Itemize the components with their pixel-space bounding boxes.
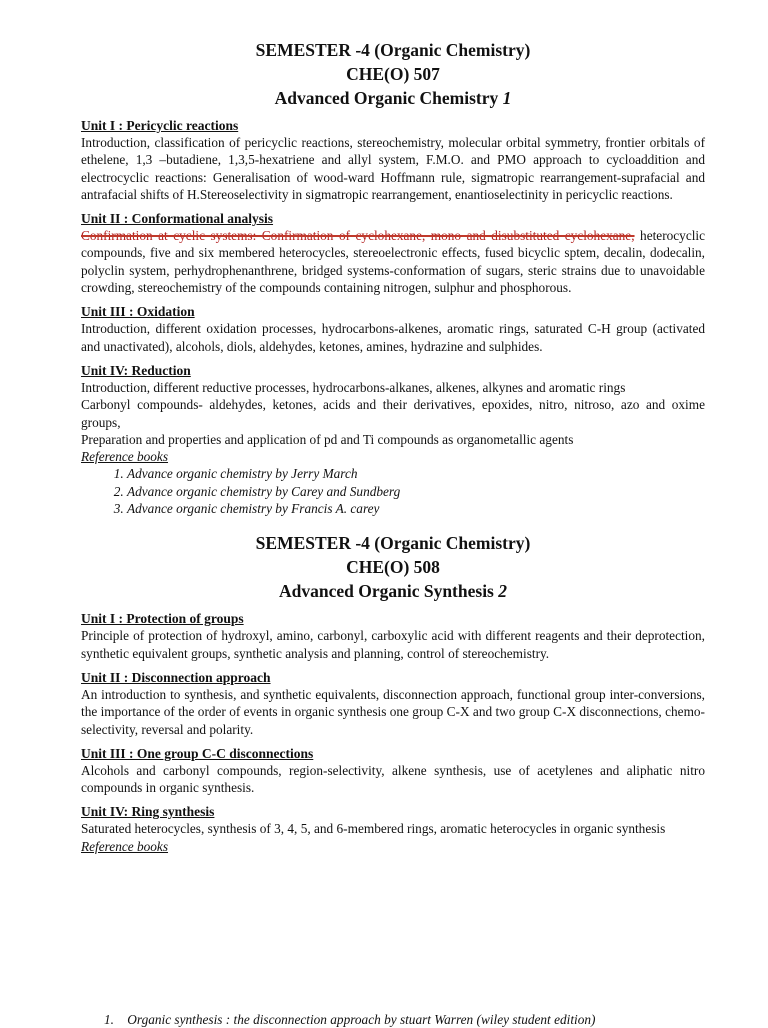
unit-block: [81, 803, 705, 855]
section-spacer: [81, 517, 705, 531]
struck-text: Confirmation at cyclic systems: Confirmation of cyclohexane, mono and disubstituted cyclohexane,: [81, 228, 635, 244]
course-header: [81, 531, 705, 603]
reference-books-label: Reference books: [81, 449, 169, 465]
semester-heading: SEMESTER -4 (Organic Chemistry): [255, 40, 531, 60]
syllabus-page: [81, 38, 705, 855]
unit-title: Unit II : Conformational analysis: [81, 211, 274, 227]
unit-block: [81, 210, 705, 296]
course-header: [81, 38, 705, 110]
course-title: [81, 579, 705, 603]
course-title-number: 1: [502, 88, 512, 108]
unit-title: Unit I : Pericyclic reactions: [81, 118, 239, 133]
unit-title: Unit III : One group C-C disconnections: [81, 745, 314, 761]
unit-block: [81, 610, 705, 662]
reference-item: 2. Advance organic chemistry by Carey and Sundberg: [127, 483, 705, 500]
course-title-text: Advanced Organic Chemistry: [274, 88, 499, 108]
unit-body-text: heterocyclic compounds, five and six membered heterocycles, stereoelectronic effects, fused bicyclic sptem, decalin, dodecalin, polyclin system, perhydrophenanthrene, bridged systems-conformation of sugars, steric strains due to unavoidable crowding, stereochemistry of the compounds containing nitrogen, sulphur and phosphorous.: [81, 228, 706, 296]
course-section: [81, 531, 705, 855]
unit-block: [81, 117, 705, 203]
unit-block: [81, 669, 705, 738]
reference-text: Organic synthesis : the disconnection approach by stuart Warren (wiley student edition): [127, 1012, 596, 1027]
unit-block: [81, 745, 705, 797]
unit-title: Unit IV: Ring synthesis: [81, 804, 215, 820]
unit-body: Introduction, different oxidation processes, hydrocarbons-alkenes, aromatic rings, saturated C-H group (activated and unactivated), alcohols, diols, aldehydes, ketones, amines, hydrazine and sulphides.: [81, 321, 705, 354]
unit-title: Unit I : Protection of groups: [81, 611, 244, 627]
course-title-number: 2: [498, 581, 507, 602]
reference-books-label: Reference books: [81, 838, 169, 854]
course-title-text: Advanced Organic Synthesis: [278, 581, 494, 602]
unit-body: Principle of protection of hydroxyl, amino, carbonyl, carboxylic acid with different reagents and their deprotection, synthetic equivalent groups, synthetic analysis and planning, control of stereochemistry.: [81, 628, 705, 661]
course-code: CHE(O) 507: [346, 64, 440, 84]
unit-body: Saturated heterocycles, synthesis of 3, 4, 5, and 6-membered rings, aromatic heterocycles in organic synthesis: [81, 821, 666, 837]
reference-list: [81, 465, 705, 517]
unit-line: Preparation and properties and application of pd and Ti compounds as organometallic agents: [81, 431, 574, 447]
unit-block: [81, 303, 705, 355]
unit-line: Introduction, different reductive processes, hydrocarbons-alkanes, alkenes, alkynes and aromatic rings: [81, 379, 626, 395]
unit-body: [81, 379, 705, 448]
unit-body: [81, 227, 705, 296]
course-code: CHE(O) 508: [346, 557, 440, 578]
unit-title: Unit II : Disconnection approach: [81, 669, 271, 685]
course-title: [81, 86, 705, 110]
reference-item: 1. Advance organic chemistry by Jerry March: [127, 465, 705, 482]
unit-body: Alcohols and carbonyl compounds, region-selectivity, alkene synthesis, use of acetylenes and aliphatic nitro compounds in organic synthesis.: [81, 762, 705, 796]
unit-body: An introduction to synthesis, and synthetic equivalents, disconnection approach, functional group inter-conversions, the importance of the order of events in organic synthesis one group C-X and two group C-X disconnections, chemo-selectivity, reversal and polarity.: [81, 686, 705, 737]
unit-block: [81, 362, 705, 517]
course-section: [81, 38, 705, 517]
reference-number: 1.: [104, 1012, 128, 1027]
reference-item: 3. Advance organic chemistry by Francis A. carey: [127, 500, 705, 517]
reference-item: [104, 1011, 664, 1028]
unit-line: Carbonyl compounds- aldehydes, ketones, acids and their derivatives, epoxides, nitro, nitroso, azo and oxime groups,: [81, 397, 705, 430]
unit-title: Unit IV: Reduction: [81, 362, 191, 378]
unit-title: Unit III : Oxidation: [81, 304, 195, 320]
unit-body: Introduction, classification of pericyclic reactions, stereochemistry, molecular orbital symmetry, frontier orbitals of ethelene, 1,3 –butadiene, 1,3,5-hexatriene and allyl system, F.M.O. and PMO approach to cycloaddition and electrocyclic reactions: Generalisation of wood-ward Hoffmann rule, sigmatropic rearrangement-suprafacial and antrafacial shifts of H.Stereoselectivity in sigmatropic rearrangement, enantioselectinity in pericyclic reactions.: [81, 135, 705, 202]
semester-heading: SEMESTER -4 (Organic Chemistry): [255, 533, 531, 554]
